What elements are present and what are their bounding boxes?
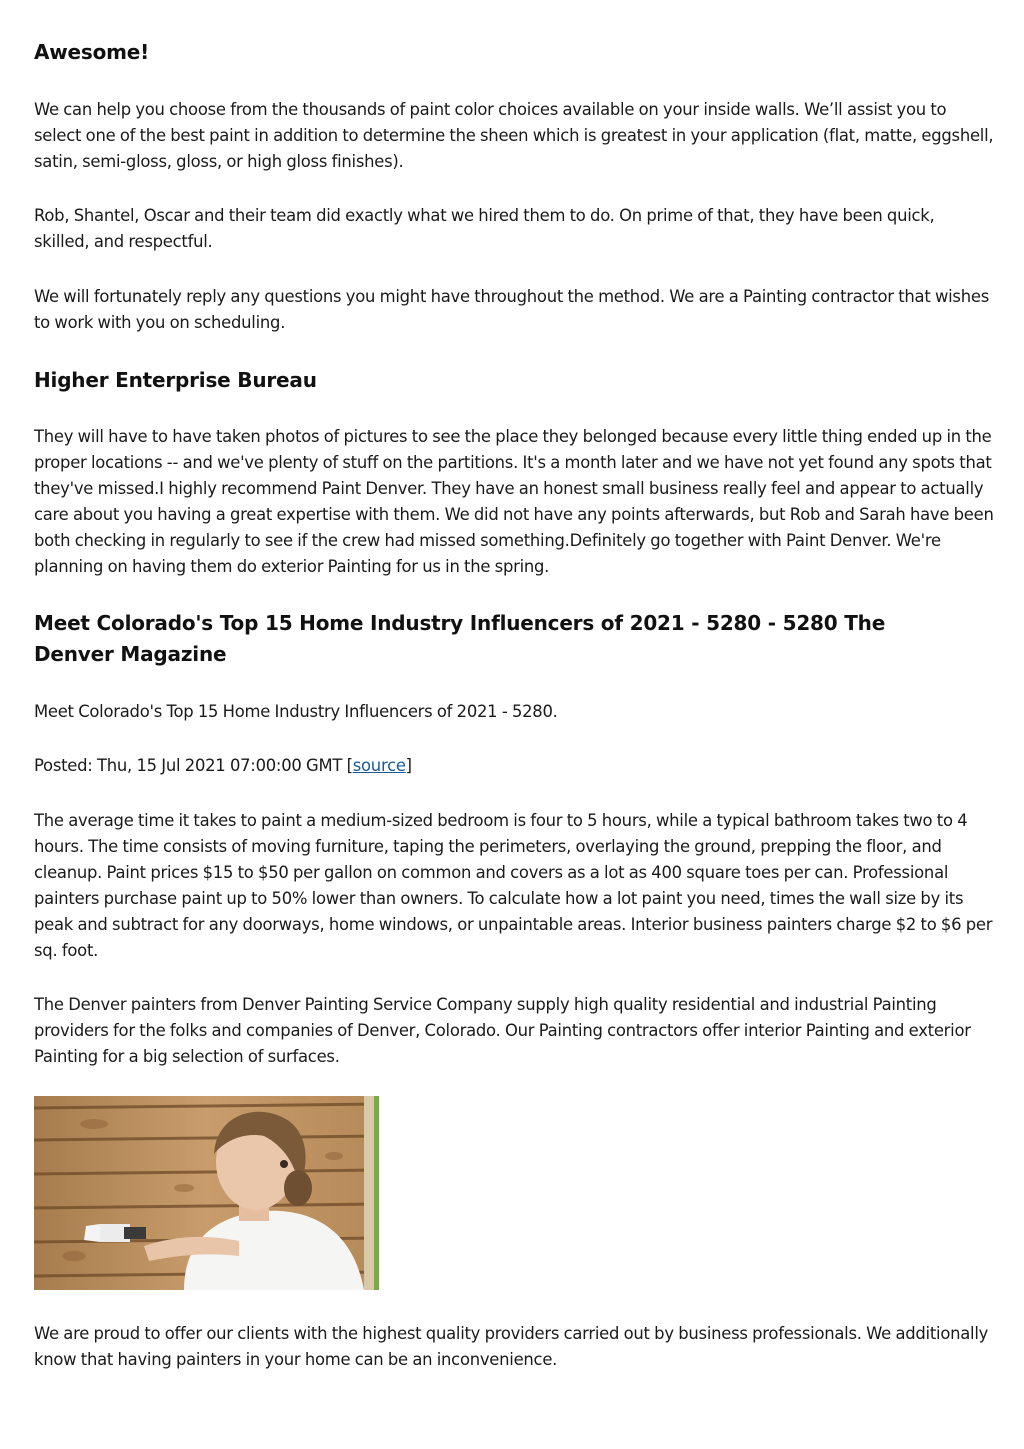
heading-magazine: Meet Colorado's Top 15 Home Industry Influencers of 2021 - 5280 - 5280 The Denver Magazine (34, 611, 886, 666)
painter-photo (34, 1096, 379, 1290)
paragraph-review-denver: They will have to have taken photos of pictures to see the place they belonged because every little thing ended up in the proper locations -- and we've plenty of stuff on the partitions. It's a month later and we have not yet found any spots that they've missed.I highly recommend Paint Denver. They have an honest small business really feel and appear to actually care about you having a great expertise with them. We did not have any points afterwards, but Rob and Sarah have been both checking in regularly to see if the crew had missed something.Definitely go together with Paint Denver. We're planning on having them do exterior Painting for us in the spring. (34, 427, 994, 576)
heading-bureau: Higher Enterprise Bureau (34, 368, 317, 392)
paragraph-influencers: Meet Colorado's Top 15 Home Industry Influencers of 2021 - 5280. (34, 702, 558, 721)
paragraph-paint-choices: We can help you choose from the thousands of paint color choices available on your inside walls. We’ll assist you to select one of the best paint in addition to determine the sheen which is greatest in your application (flat, matte, eggshell, satin, semi-gloss, gloss, or high gloss finishes). (34, 100, 994, 171)
posted-bracket: ] (405, 756, 412, 775)
heading-awesome: Awesome! (34, 40, 150, 64)
paragraph-painting-costs: The average time it takes to paint a medium-sized bedroom is four to 5 hours, while a typical bathroom takes two to 4 hours. The time consists of moving furniture, taping the perimeters, overlaying the ground, prepping the floor, and cleanup. Paint prices $15 to $50 per gallon on common and covers as a lot as 400 square toes per can. Professional painters purchase paint up to 50% lower than owners. To calculate how a lot paint you need, times the wall size by its peak and subtract for any doorways, home windows, or unpaintable areas. Interior business painters charge $2 to $6 per sq. foot. (34, 811, 993, 960)
posted-line (34, 753, 994, 779)
paragraph-denver-service: The Denver painters from Denver Painting Service Company supply high quality residential and industrial Painting providers for the folks and companies of Denver, Colorado. Our Painting contractors offer interior Painting and exterior Painting for a big selection of surfaces. (34, 995, 971, 1066)
source-link[interactable]: source (352, 756, 406, 775)
paragraph-team-review: Rob, Shantel, Oscar and their team did exactly what we hired them to do. On prime of that, they have been quick, skilled, and respectful. (34, 206, 935, 251)
paragraph-scheduling: We will fortunately reply any questions you might have throughout the method. We are a Painting contractor that wishes to work with you on scheduling. (34, 287, 989, 332)
posted-text: Posted: Thu, 15 Jul 2021 07:00:00 GMT [ (34, 756, 353, 775)
paragraph-quality-providers: We are proud to offer our clients with the highest quality providers carried out by business professionals. We additionally know that having painters in your home can be an inconvenience. (34, 1324, 989, 1369)
painter-photo-illustration (34, 1096, 379, 1290)
